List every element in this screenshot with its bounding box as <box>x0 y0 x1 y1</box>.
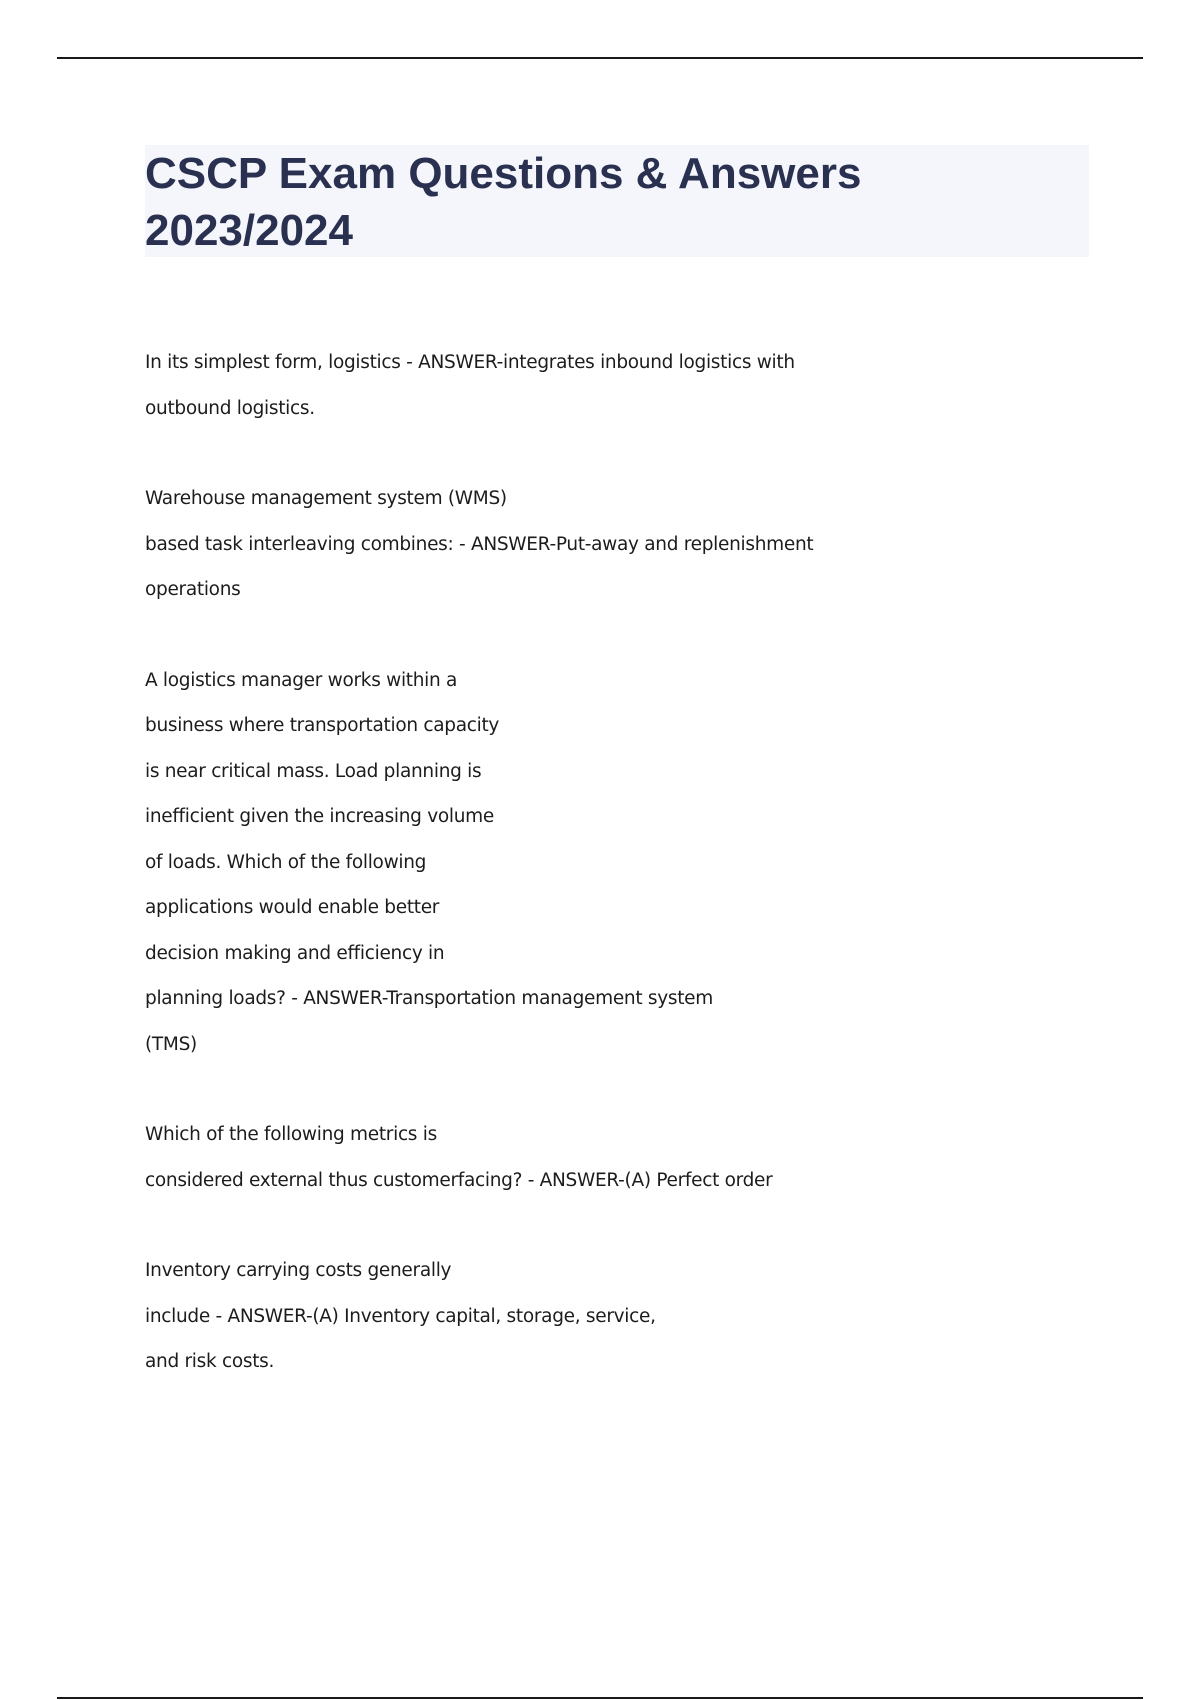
qa-line: Warehouse management system (WMS) <box>145 488 507 509</box>
qa-line: of loads. Which of the following <box>145 851 427 873</box>
title-line-1: CSCP Exam Questions & Answers <box>145 149 862 198</box>
qa-line: business where transportation capacity <box>145 715 500 736</box>
title-line-2: 2023/2024 <box>145 206 353 255</box>
qa-line: Which of the following metrics is <box>145 1124 437 1145</box>
qa-line: considered external thus customerfacing? - ANSWER-(A) Perfect order <box>145 1169 773 1191</box>
qa-line: Inventory carrying costs generally <box>145 1260 452 1281</box>
document-title <box>145 145 1089 259</box>
top-rule <box>57 57 1143 59</box>
qa-line: inefficient given the increasing volume <box>145 806 494 827</box>
qa-line: applications would enable better <box>145 897 440 918</box>
qa-line: A logistics manager works within a <box>145 669 458 691</box>
qa-line: planning loads? - ANSWER-Transportation management system <box>145 988 713 1009</box>
qa-line: and risk costs. <box>145 1351 275 1372</box>
bottom-rule <box>57 1697 1143 1699</box>
qa-item <box>145 1112 1045 1203</box>
qa-line: decision making and efficiency in <box>145 942 445 964</box>
qa-line: In its simplest form, logistics - ANSWER-integrates inbound logistics with <box>145 352 795 373</box>
qa-item <box>145 1248 1045 1385</box>
qa-line: is near critical mass. Load planning is <box>145 760 482 782</box>
qa-line: operations <box>145 579 241 600</box>
qa-item <box>145 476 1045 613</box>
qa-item <box>145 340 1045 431</box>
qa-line: (TMS) <box>145 1033 197 1055</box>
qa-line: outbound logistics. <box>145 397 315 419</box>
qa-line: based task interleaving combines: - ANSWER-Put-away and replenishment <box>145 533 814 555</box>
qa-item <box>145 658 1045 1068</box>
qa-line: include - ANSWER-(A) Inventory capital, storage, service, <box>145 1305 656 1327</box>
qa-list <box>145 340 1045 1430</box>
title-box <box>145 145 1089 257</box>
